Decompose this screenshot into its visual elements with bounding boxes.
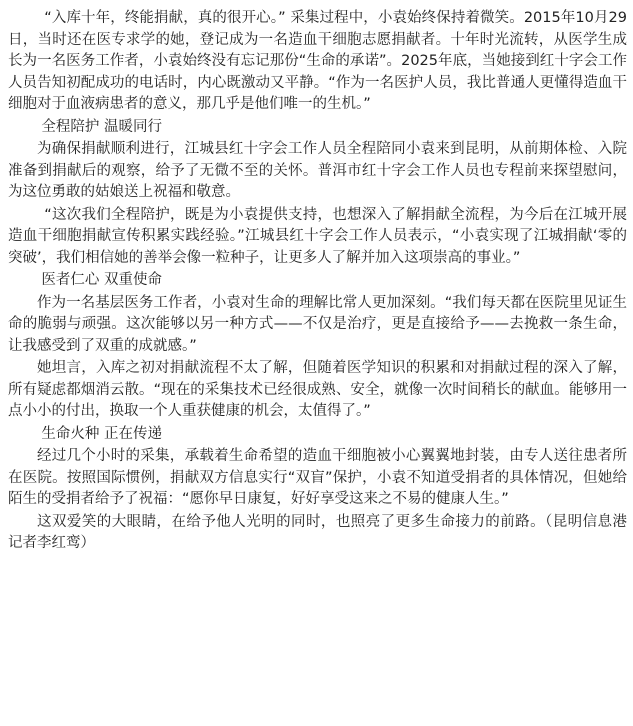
paragraph-mission: 作为一名基层医务工作者，小袁对生命的理解比常人更加深刻。“我们每天都在医院里见证生命的脆弱与顽强。这次能够以另一种方式——不仅是治疗，更是直接给予——去挽救一条生命，让我感受到了双重的成就感。” — [8, 294, 627, 354]
paragraph-confession: 她坦言，入库之初对捐献流程不太了解，但随着医学知识的积累和对捐献过程的深入了解，所有疑虑都烟消云散。“现在的采集技术已经很成熟、安全，就像一次时间稍长的献血。能够用一点小小的付出，换取一个人重获健康的机会，太值得了。” — [8, 360, 627, 419]
section-heading-mission: 医者仁心 双重使命 — [41, 272, 162, 288]
paragraph-staff-quote: “这次我们全程陪护，既是为小袁提供支持，也想深入了解捐献全流程，为今后在江城开展造血干细胞捐献宣传积累实践经验。”江城县红十字会工作人员表示，“小袁实现了江城捐献‘零的突破’，我们相信她的善举会像一粒种子，让更多人了解并加入这项崇高的事业。” — [8, 206, 627, 266]
section-heading-escort: 全程陪护 温暖同行 — [41, 118, 162, 135]
paragraph-escort: 为确保捐献顺利进行，江城县红十字会工作人员全程陪同小袁来到昆明，从前期体检、入院准备到捐献后的观察，给予了无微不至的关怀。普洱市红十字会工作人员也专程前来探望慰问，为这位勇敢的姑娘送上祝福和敬意。 — [8, 141, 627, 200]
paragraph-closing: 这双爱笑的大眼睛，在给予他人光明的同时，也照亮了更多生命接力的前路。（昆明信息港 记者李红鸾） — [8, 513, 627, 551]
section-heading-relay: 生命火种 正在传递 — [41, 425, 162, 442]
paragraph-relay: 经过几个小时的采集，承载着生命希望的造血干细胞被小心翼翼地封装，由专人送往患者所在医院。按照国际惯例，捐献双方信息实行“双盲”保护，小袁不知道受捐者的具体情况，但她给陌生的受捐者给予了祝福：“愿你早日康复，好好享受这来之不易的健康人生。” — [8, 448, 627, 507]
paragraph-intro-quote: “入库十年，终能捐献，真的很开心。” 采集过程中，小袁始终保持着微笑。2015年10月29日，当时还在医专求学的她，登记成为一名造血干细胞志愿捐献者。十年时光流转，从医学生成长为一名医务工作者，小袁始终没有忘记那份“生命的承诺”。2025年底，当她接到红十字会工作人员告知初配成功的电话时，内心既激动又平静。“作为一名医护人员，我比普通人更懂得造血干细胞对于血液病患者的意义，那几乎是他们唯一的生机。” — [8, 10, 627, 112]
